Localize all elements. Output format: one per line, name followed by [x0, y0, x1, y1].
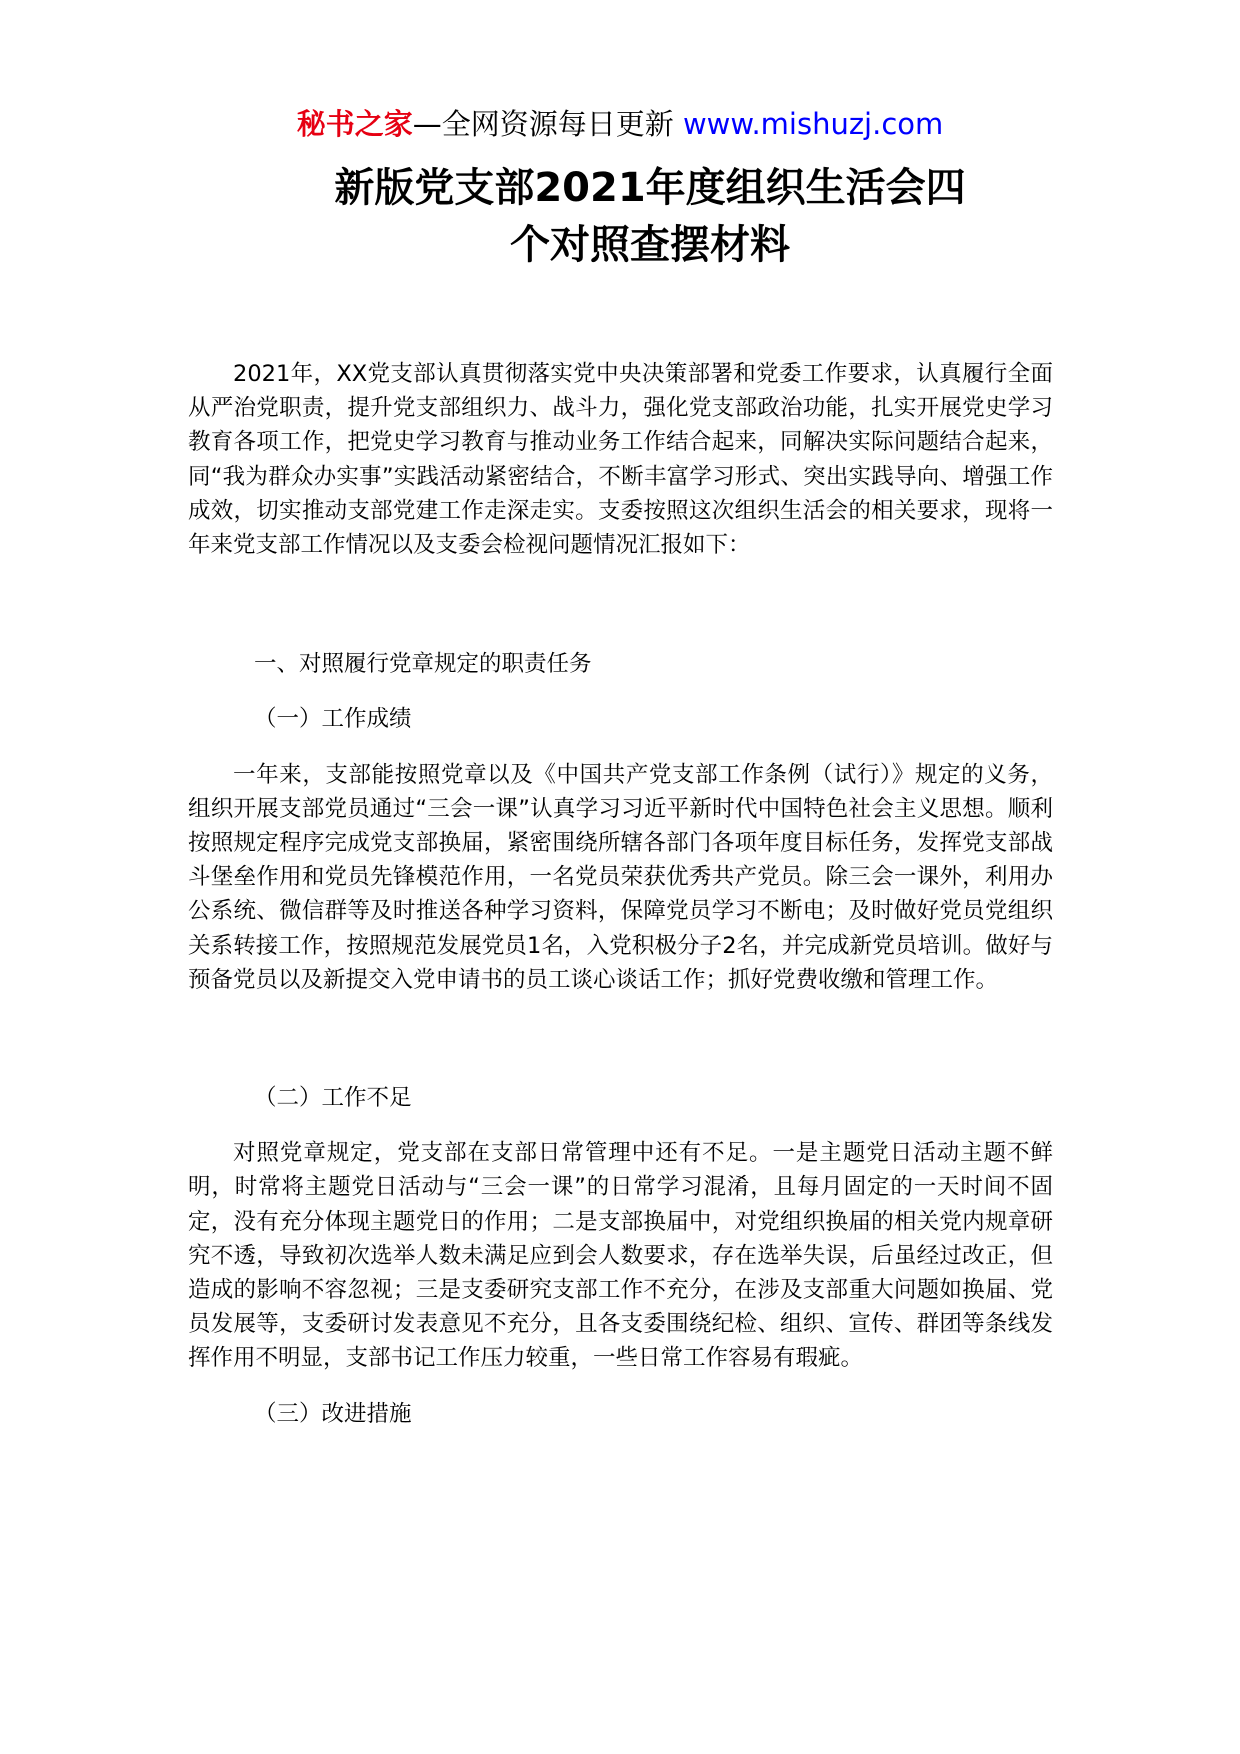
subsection-1-heading: （一）工作成绩: [254, 706, 412, 733]
site-url-link[interactable]: www.mishuzj.com: [682, 107, 944, 141]
document-title: [250, 160, 1050, 274]
subsection-2-heading: （二）工作不足: [254, 1085, 412, 1112]
document-title-line-2: 个对照查摆材料: [510, 222, 790, 268]
brand-name: 秘书之家: [296, 107, 413, 141]
document-title-line-1: 新版党支部2021年度组织生活会四: [334, 165, 966, 211]
header-slogan: —全网资源每日更新: [412, 107, 674, 141]
subsection-2-paragraph: 对照党章规定，党支部在支部日常管理中还有不足。一是主题党日活动主题不鲜明，时常将主题党日活动与“三会一课”的日常学习混淆，且每月固定的一天时间不固定，没有充分体现主题党日的作用；二是支部换届中，对党组织换届的相关党内规章研究不透，导致初次选举人数未满足应到会人数要求，存在选举失误，后虽经过改正，但造成的影响不容忽视；三是支委研究支部工作不充分，在涉及支部重大问题如换届、党员发展等，支委研讨发表意见不充分，且各支委围绕纪检、组织、宣传、群团等条线发挥作用不明显，支部书记工作压力较重，一些日常工作容易有瑕疵。: [188, 1140, 1053, 1372]
intro-paragraph: 2021年，XX党支部认真贯彻落实党中央决策部署和党委工作要求，认真履行全面从严治党职责，提升党支部组织力、战斗力，强化党支部政治功能，扎实开展党史学习教育各项工作，把党史学习教育与推动业务工作结合起来，同解决实际问题结合起来，同“我为群众办实事”实践活动紧密结合，不断丰富学习形式、突出实践导向、增强工作成效，切实推动支部党建工作走深走实。支委按照这次组织生活会的相关要求，现将一年来党支部工作情况以及支委会检视问题情况汇报如下：: [188, 361, 1053, 559]
subsection-1-paragraph: 一年来，支部能按照党章以及《中国共产党支部工作条例（试行）》规定的义务，组织开展支部党员通过“三会一课”认真学习习近平新时代中国特色社会主义思想。顺利按照规定程序完成党支部换届，紧密围绕所辖各部门各项年度目标任务，发挥党支部战斗堡垒作用和党员先锋模范作用，一名党员荣获优秀共产党员。除三会一课外，利用办公系统、微信群等及时推送各种学习资料，保障党员学习不断电；及时做好党员党组织关系转接工作，按照规范发展党员1名，入党积极分子2名，并完成新党员培训。做好与预备党员以及新提交入党申请书的员工谈心谈话工作；抓好党费收缴和管理工作。: [188, 761, 1053, 993]
document-body: [188, 357, 1053, 1431]
subsection-3-heading: （三）改进措施: [254, 1400, 412, 1427]
site-header: [0, 104, 1240, 144]
section-1-heading: 一、对照履行党章规定的职责任务: [254, 651, 592, 678]
